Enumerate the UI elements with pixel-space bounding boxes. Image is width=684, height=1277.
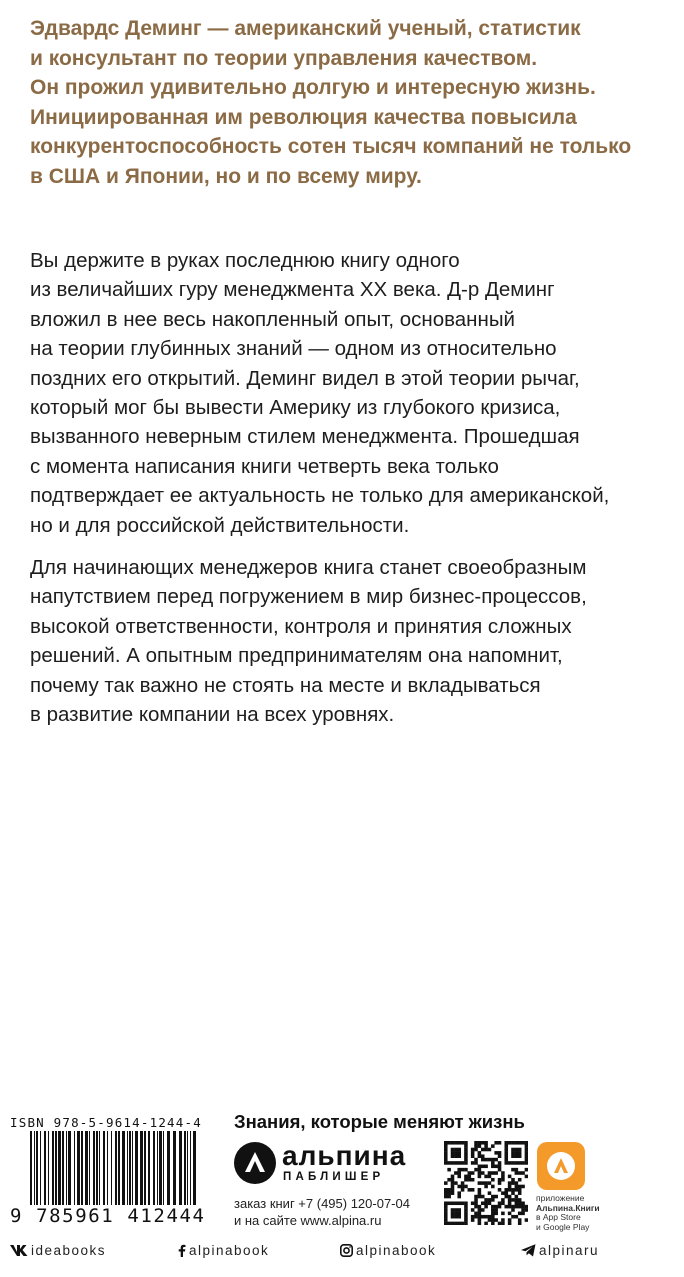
telegram-icon (521, 1244, 536, 1257)
order-phone: заказ книг +7 (495) 120-07-04 (234, 1196, 410, 1211)
text-line: вызванного неверным стилем менеджмента. Прошедшая (30, 425, 580, 449)
intro-line: и консультант по теории управления качеством. (30, 46, 538, 70)
description-paragraph-1 (30, 246, 670, 540)
author-name: Эдвардс Деминг (30, 17, 202, 40)
intro-line: Инициированная им революция качества повысила (30, 105, 577, 129)
text-line: с момента написания книги четверть века только (30, 454, 499, 478)
barcode-icon (30, 1131, 200, 1205)
intro-line: в США и Японии, но и по всему миру. (30, 164, 422, 188)
social-vk (10, 1243, 106, 1258)
text-line: поздних его открытий. Деминг видел в этой теории рычаг, (30, 366, 580, 390)
publisher-slogan: Знания, которые меняют жизнь (234, 1111, 525, 1132)
text-line: вложил в нее весь накопленный опыт, основанный (30, 307, 516, 331)
text-line: в развитие компании на всех уровнях. (30, 703, 395, 727)
facebook-handle: alpinabook (189, 1243, 270, 1258)
app-caption-line: в App Store (536, 1212, 581, 1222)
instagram-icon (340, 1244, 353, 1257)
vk-handle: ideabooks (31, 1243, 107, 1258)
publisher-subtitle: ПАБЛИШЕР (283, 1171, 385, 1183)
social-instagram (340, 1243, 436, 1258)
qr-code-icon (444, 1141, 528, 1225)
telegram-handle: alpinaru (539, 1243, 600, 1258)
intro-line: Он прожил удивительно долгую и интересную жизнь. (30, 76, 596, 99)
social-telegram (521, 1243, 599, 1258)
text-line: из величайших гуру менеджмента XX века. Д-р Деминг (30, 278, 555, 302)
text-line: Вы держите в руках последнюю книгу одного (30, 249, 460, 272)
vk-icon (10, 1245, 28, 1256)
alpina-logo-icon (233, 1141, 277, 1185)
app-caption-line: приложение (536, 1193, 585, 1203)
text-line: который мог бы вывести Америку из глубокого кризиса, (30, 396, 561, 420)
app-caption-line: и Google Play (536, 1221, 590, 1232)
text-line: но и для российской действительности. (30, 513, 410, 537)
app-caption (536, 1194, 616, 1232)
text-line: Для начинающих менеджеров книга станет своеобразным (30, 556, 587, 579)
text-line: высокой ответственности, контроля и принятия сложных (30, 614, 572, 638)
website-line: и на сайте www.alpina.ru (234, 1213, 382, 1228)
text-line: решений. А опытным предпринимателям она напомнит, (30, 644, 563, 668)
intro-line: конкурентоспособность сотен тысяч компаний не только (30, 135, 632, 158)
instagram-handle: alpinabook (356, 1243, 437, 1258)
barcode-digits: 9 785961 412444 (10, 1205, 206, 1227)
app-icon (537, 1142, 585, 1190)
text-line: на теории глубинных знаний — одном из относительно (30, 337, 557, 361)
app-caption-name: Альпина.Книги (536, 1202, 600, 1213)
intro-line: — американский ученый, статистик (201, 17, 581, 40)
text-line: напутствием перед погружением в мир бизнес-процессов, (30, 585, 587, 609)
facebook-icon (178, 1244, 186, 1257)
isbn-label: ISBN 978-5-9614-1244-4 (10, 1115, 202, 1130)
social-facebook (178, 1243, 269, 1258)
intro-block (30, 14, 670, 191)
description-paragraph-2 (30, 553, 670, 729)
text-line: почему так важно не стоять на месте и вкладываться (30, 673, 541, 697)
publisher-name: альпина (282, 1140, 407, 1171)
text-line: подтверждает ее актуальность не только для американской, (30, 484, 610, 508)
